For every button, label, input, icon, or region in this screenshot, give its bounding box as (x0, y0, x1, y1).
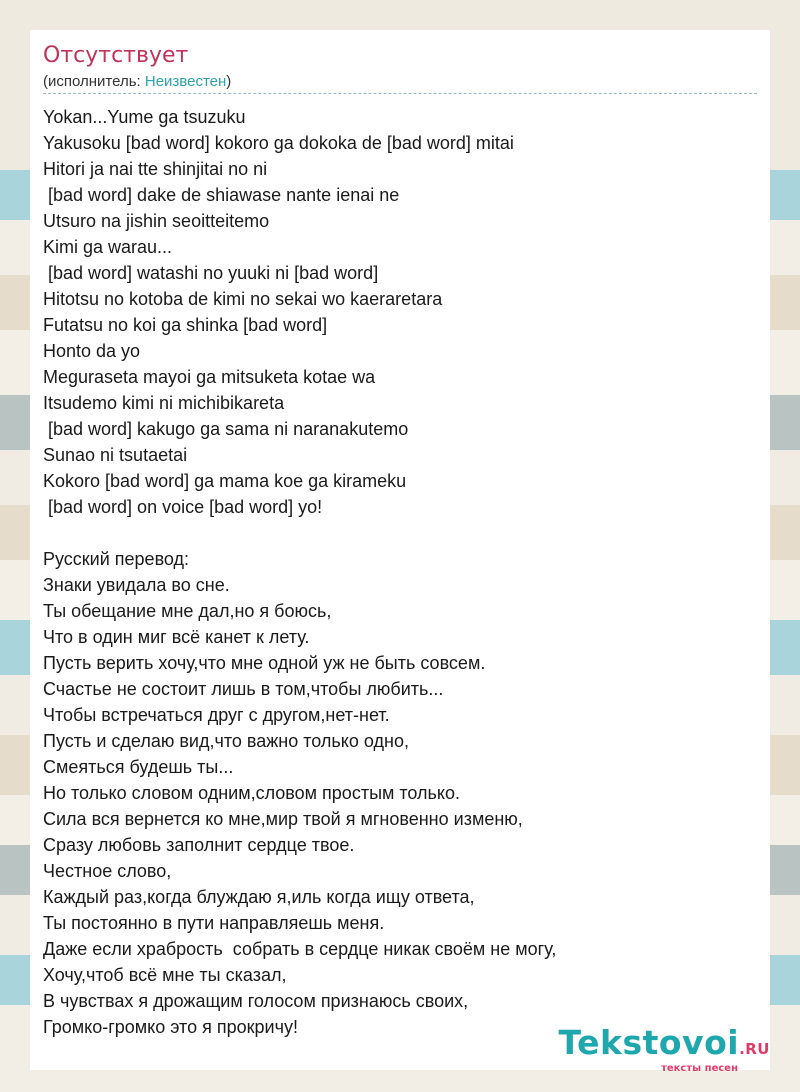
lyrics-line: Ты постоянно в пути направляешь меня. (43, 913, 385, 933)
lyrics-line: Пусть и сделаю вид,что важно только одно, (43, 731, 409, 751)
artist-prefix: (исполнитель: (43, 73, 145, 90)
lyrics-line: В чувствах я дрожащим голосом признаюсь своих, (43, 991, 469, 1011)
lyrics-line: Но только словом одним,словом простым только. (43, 783, 461, 803)
lyrics-line: Смеяться будешь ты... (43, 757, 234, 777)
lyrics-blank-line (43, 520, 763, 546)
logo-name: Tekstovoi (558, 1023, 740, 1062)
lyrics-text (43, 104, 763, 1040)
lyrics-line: Hitotsu no kotoba de kimi no sekai wo kaeraretara (43, 289, 443, 309)
lyrics-line: Meguraseta mayoi ga mitsuketa kotae wa (43, 367, 376, 387)
lyrics-line: Пусть верить хочу,что мне одной уж не быть совсем. (43, 653, 486, 673)
lyrics-line: Хочу,чтоб всё мне ты сказал, (43, 965, 287, 985)
lyrics-line: Utsuro na jishin seoitteitemo (43, 211, 270, 231)
lyrics-line: Kokoro [bad word] ga mama koe ga kirameku (43, 471, 407, 491)
artist-link[interactable]: Неизвестен (144, 73, 227, 90)
lyrics-line: [bad word] watashi no yuuki ni [bad word] (43, 263, 379, 283)
lyrics-line: [bad word] on voice [bad word] yo! (43, 497, 323, 517)
lyrics-line: Itsudemo kimi ni michibikareta (43, 393, 285, 413)
lyrics-line: Счастье не состоит лишь в том,чтобы любить... (43, 679, 444, 699)
lyrics-line: Kimi ga warau... (43, 237, 173, 257)
lyrics-line: Даже если храбрость собрать в сердце никак своём не могу, (43, 939, 557, 959)
lyrics-line: Сразу любовь заполнит сердце твое. (43, 835, 355, 855)
title-divider (43, 93, 757, 94)
lyrics-line: Честное слово, (43, 861, 172, 881)
lyrics-line: Honto da yo (43, 341, 141, 361)
lyrics-line: Каждый раз,когда блуждаю я,иль когда ищу ответа, (43, 887, 475, 907)
lyrics-line: [bad word] dake de shiawase nante ienai ne (43, 185, 400, 205)
lyrics-line: Hitori ja nai tte shinjitai no ni (43, 159, 268, 179)
artist-suffix: ) (226, 73, 232, 90)
lyrics-line: Futatsu no koi ga shinka [bad word] (43, 315, 328, 335)
lyrics-card (30, 30, 770, 1070)
logo-tld: .RU (739, 1040, 770, 1058)
lyrics-line: Громко-громко это я прокричу! (43, 1017, 298, 1037)
logo-tagline: тексты песен (661, 1063, 738, 1074)
lyrics-line: Знаки увидала во сне. (43, 575, 230, 595)
lyrics-line: Русский перевод: (43, 549, 190, 569)
lyrics-line: Sunao ni tsutaetai (43, 445, 188, 465)
lyrics-line: Сила вся вернется ко мне,мир твой я мгновенно изменю, (43, 809, 523, 829)
lyrics-line: Yakusoku [bad word] kokoro ga dokoka de [bad word] mitai (43, 133, 514, 153)
lyrics-line: [bad word] kakugo ga sama ni naranakutemo (43, 419, 409, 439)
lyrics-line: Чтобы встречаться друг с другом,нет-нет. (43, 705, 390, 725)
site-logo[interactable] (559, 1025, 770, 1074)
song-title: Отсутствует (43, 43, 189, 68)
lyrics-line: Ты обещание мне дал,но я боюсь, (43, 601, 332, 621)
lyrics-line: Что в один миг всё канет к лету. (43, 627, 310, 647)
lyrics-line: Yokan...Yume ga tsuzuku (43, 107, 246, 127)
artist-line (43, 73, 231, 91)
